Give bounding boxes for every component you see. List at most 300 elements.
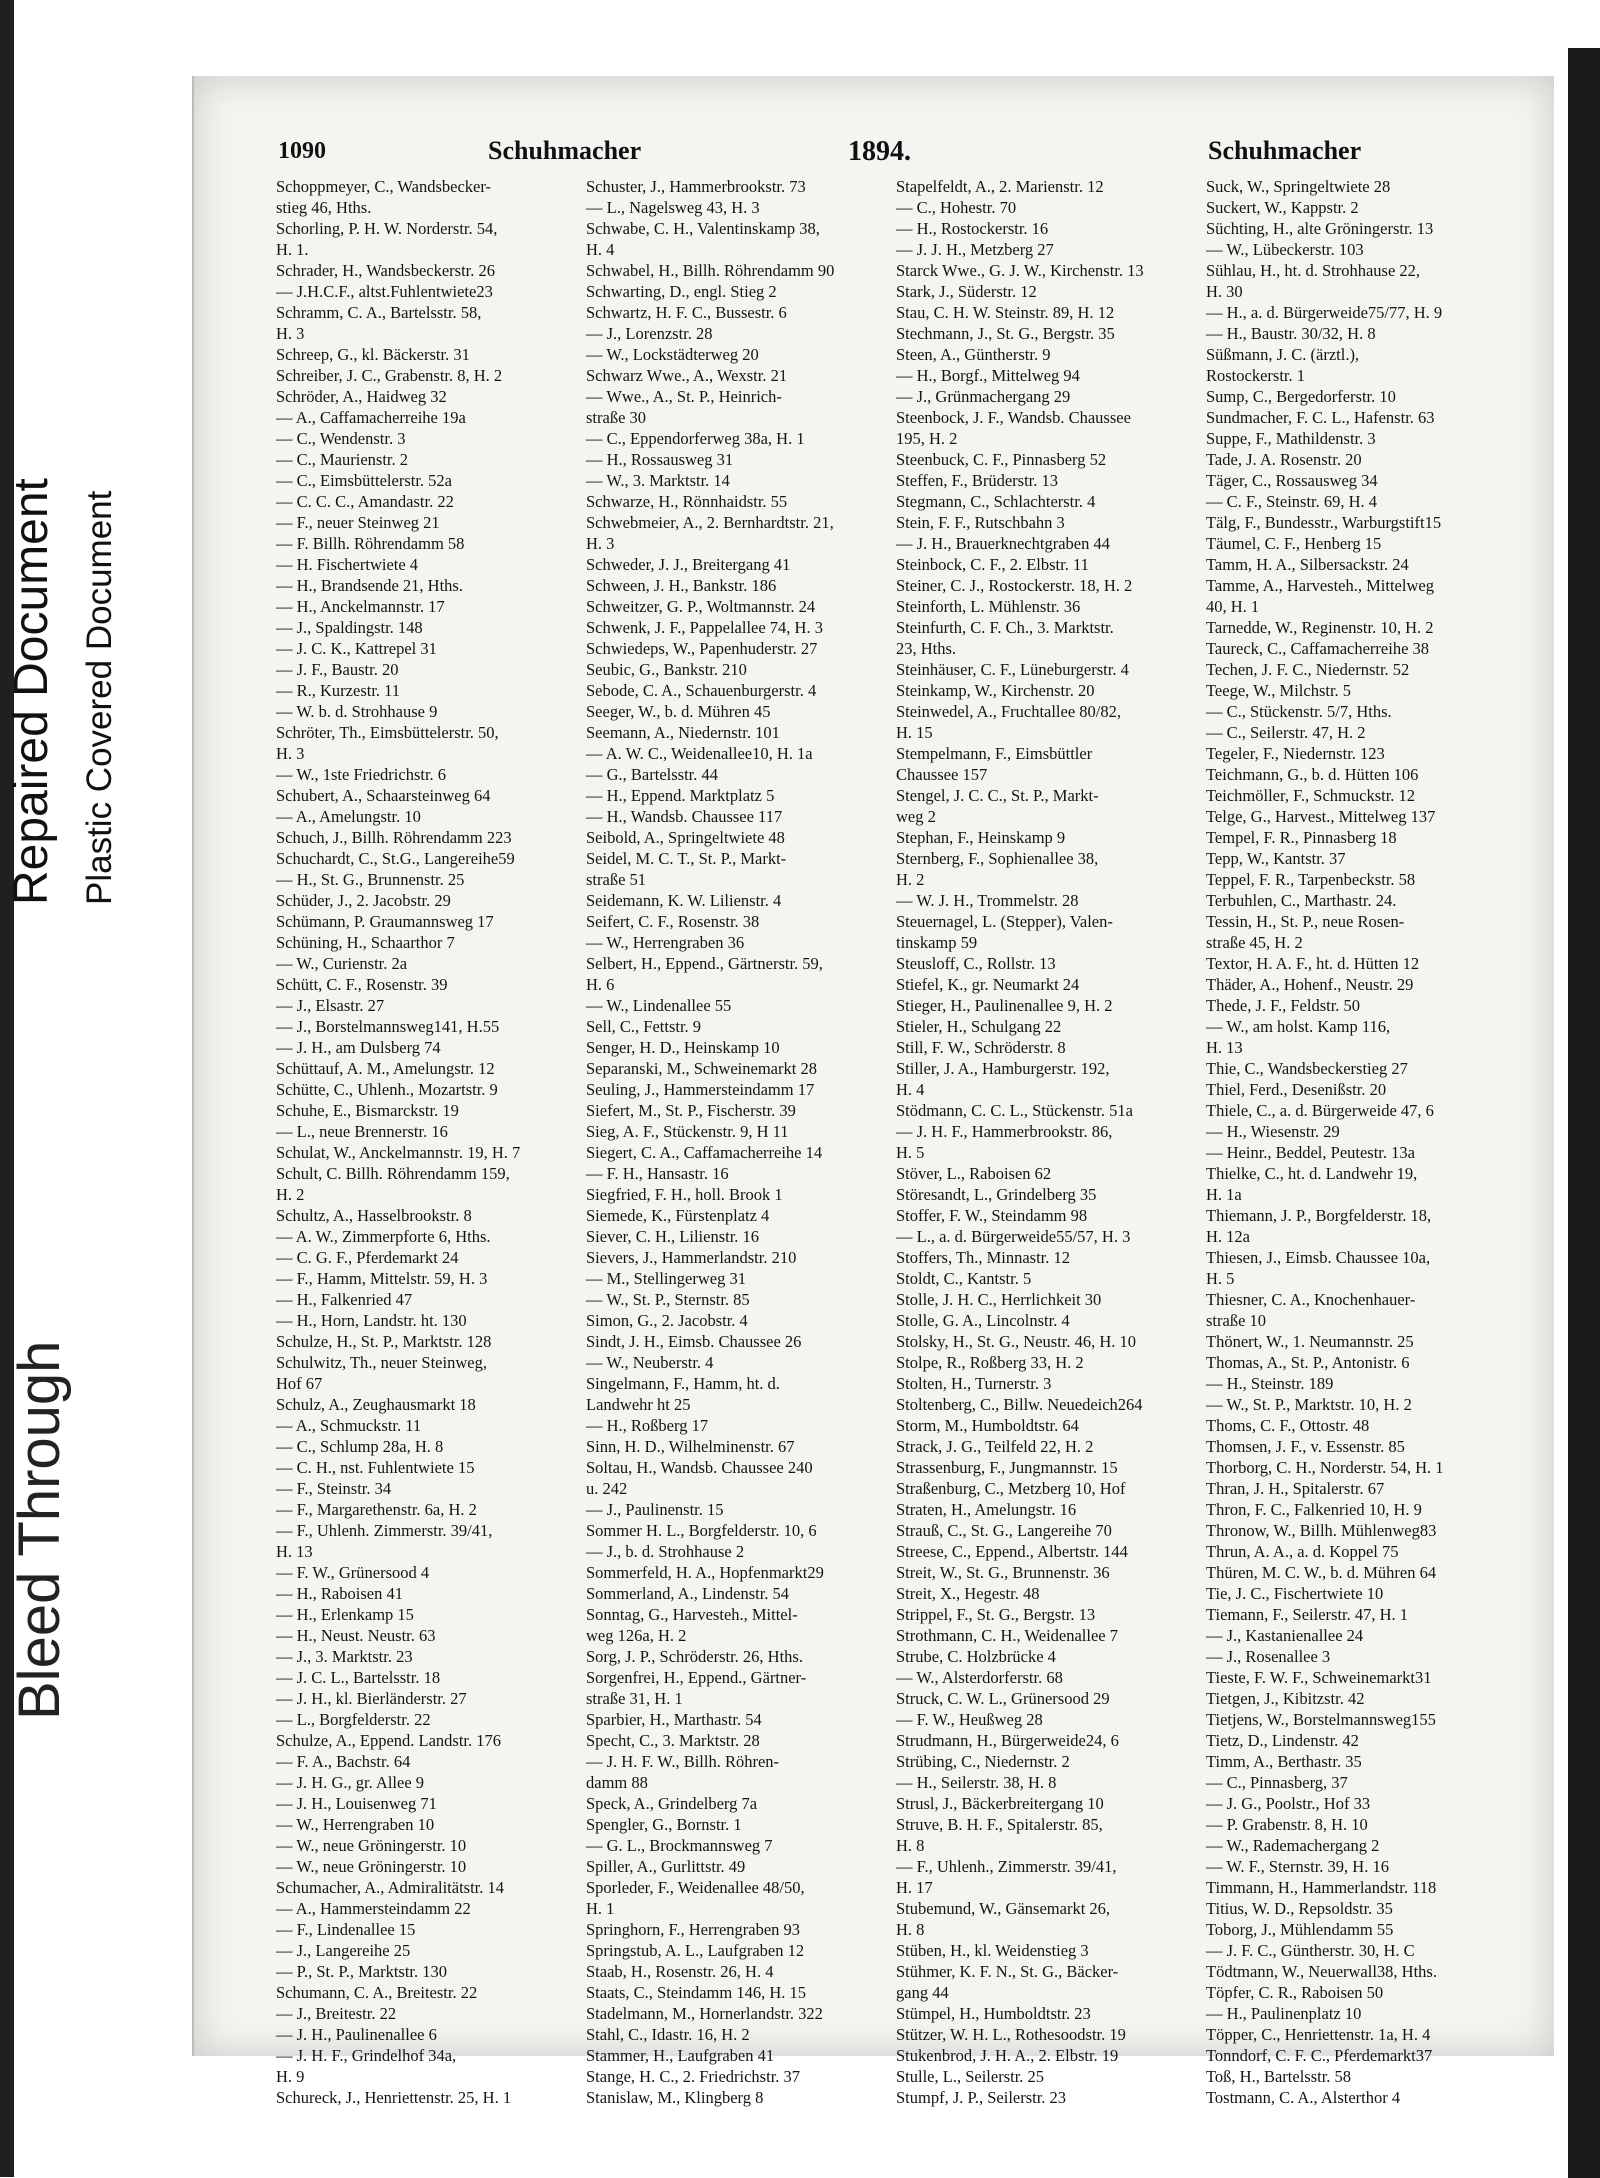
directory-entry: Töpfer, C. R., Raboisen 50 bbox=[1206, 1983, 1384, 2002]
directory-entry: — W., St. P., Marktstr. 10, H. 2 bbox=[1206, 1395, 1412, 1414]
directory-entry: Steenbock, J. F., Wandsb. Chaussee bbox=[896, 408, 1131, 427]
directory-entry: Strudmann, H., Bürgerweide24, 6 bbox=[896, 1731, 1119, 1750]
directory-entry: Schulat, W., Anckelmannstr. 19, H. 7 bbox=[276, 1143, 521, 1162]
directory-entry: Sparbier, H., Marthastr. 54 bbox=[586, 1710, 762, 1729]
directory-entry: — H. Fischertwiete 4 bbox=[276, 555, 419, 574]
directory-entry: 23, Hths. bbox=[896, 639, 957, 658]
directory-entry: H. 3 bbox=[586, 534, 615, 553]
directory-entry: Teichmöller, F., Schmuckstr. 12 bbox=[1206, 786, 1416, 805]
directory-entry: — F., neuer Steinweg 21 bbox=[276, 513, 440, 532]
directory-entry: Störesandt, L., Grindelberg 35 bbox=[896, 1185, 1097, 1204]
directory-entry: Tamm, H. A., Silbersackstr. 24 bbox=[1206, 555, 1409, 574]
directory-entry: Tietgen, J., Kibitzstr. 42 bbox=[1206, 1689, 1365, 1708]
directory-entry: — F. H., Hansastr. 16 bbox=[586, 1164, 729, 1183]
directory-entry: — H., Seilerstr. 38, H. 8 bbox=[896, 1773, 1057, 1792]
directory-entry: Schulze, A., Eppend. Landstr. 176 bbox=[276, 1731, 502, 1750]
directory-entry: Tegeler, F., Niedernstr. 123 bbox=[1206, 744, 1385, 763]
directory-entry: — H., Wiesenstr. 29 bbox=[1206, 1122, 1340, 1141]
directory-entry: Taureck, C., Caffamacherreihe 38 bbox=[1206, 639, 1430, 658]
directory-entry: Thronow, W., Billh. Mühlenweg83 bbox=[1206, 1521, 1437, 1540]
directory-entry: Steffen, F., Brüderstr. 13 bbox=[896, 471, 1058, 490]
directory-entry: — W., 1ste Friedrichstr. 6 bbox=[276, 765, 447, 784]
directory-entry: H. 8 bbox=[896, 1836, 925, 1855]
directory-entry: Springhorn, F., Herrengraben 93 bbox=[586, 1920, 801, 1939]
directory-entry: Stoldt, C., Kantstr. 5 bbox=[896, 1269, 1032, 1288]
directory-entry: Techen, J. F. C., Niedernstr. 52 bbox=[1206, 660, 1410, 679]
directory-entry: Staab, H., Rosenstr. 26, H. 4 bbox=[586, 1962, 774, 1981]
directory-entry: Schulz, A., Zeughausmarkt 18 bbox=[276, 1395, 476, 1414]
directory-entry: Specht, C., 3. Marktstr. 28 bbox=[586, 1731, 760, 1750]
directory-entry: Schweitzer, G. P., Woltmannstr. 24 bbox=[586, 597, 816, 616]
directory-entry: Schrader, H., Wandsbeckerstr. 26 bbox=[276, 261, 496, 280]
directory-entry: Struve, B. H. F., Spitalerstr. 85, bbox=[896, 1815, 1103, 1834]
directory-entry: Spiller, A., Gurlittstr. 49 bbox=[586, 1857, 746, 1876]
running-head-left: Schuhmacher bbox=[488, 136, 642, 165]
directory-entry: Sinn, H. D., Wilhelminenstr. 67 bbox=[586, 1437, 795, 1456]
directory-entry: — C. H., nst. Fuhlentwiete 15 bbox=[276, 1458, 475, 1477]
directory-entry: H. 13 bbox=[1206, 1038, 1243, 1057]
side-label-strip bbox=[0, 0, 150, 2177]
directory-entry: — J. F. C., Güntherstr. 30, H. C bbox=[1206, 1941, 1415, 1960]
directory-entry: Schwenk, J. F., Pappelallee 74, H. 3 bbox=[586, 618, 823, 637]
directory-entry: Staats, C., Steindamm 146, H. 15 bbox=[586, 1983, 806, 2002]
directory-entry: Stüben, H., kl. Weidenstieg 3 bbox=[896, 1941, 1089, 1960]
directory-entry: — C., Stückenstr. 5/7, Hths. bbox=[1206, 702, 1392, 721]
directory-entry: Schuhe, E., Bismarckstr. 19 bbox=[276, 1101, 459, 1120]
directory-entry: H. 13 bbox=[276, 1542, 313, 1561]
directory-entry: — G. L., Brockmannsweg 7 bbox=[586, 1836, 773, 1855]
directory-entry: Stümpel, H., Humboldtstr. 23 bbox=[896, 2004, 1091, 2023]
directory-entry: — W., Lockstädterweg 20 bbox=[586, 345, 759, 364]
directory-entry: Tonndorf, C. F. C., Pferdemarkt37 bbox=[1206, 2046, 1433, 2065]
directory-entry: Schreiber, J. C., Grabenstr. 8, H. 2 bbox=[276, 366, 503, 385]
plastic-covered-label: Plastic Covered Document bbox=[80, 490, 119, 905]
directory-entry: Schult, C. Billh. Röhrendamm 159, bbox=[276, 1164, 510, 1183]
directory-entry: Thomsen, J. F., v. Essenstr. 85 bbox=[1206, 1437, 1405, 1456]
directory-entry: H. 15 bbox=[896, 723, 933, 742]
directory-entry: — W. J. H., Trommelstr. 28 bbox=[896, 891, 1079, 910]
directory-entry: Selbert, H., Eppend., Gärtnerstr. 59, bbox=[586, 954, 823, 973]
directory-entry: — L., a. d. Bürgerweide55/57, H. 3 bbox=[896, 1227, 1131, 1246]
directory-entry: Suck, W., Springeltwiete 28 bbox=[1206, 177, 1391, 196]
directory-entry: Stahl, C., Idastr. 16, H. 2 bbox=[586, 2025, 750, 2044]
directory-entry: Schuster, J., Hammerbrookstr. 73 bbox=[586, 177, 806, 196]
directory-entry: — A., Caffamacherreihe 19a bbox=[276, 408, 466, 427]
directory-entry: Thede, J. F., Feldstr. 50 bbox=[1206, 996, 1361, 1015]
directory-entry: — W. F., Sternstr. 39, H. 16 bbox=[1206, 1857, 1389, 1876]
directory-entry: Timmann, H., Hammerlandstr. 118 bbox=[1206, 1878, 1437, 1897]
directory-entry: — J. H., kl. Bierländerstr. 27 bbox=[276, 1689, 467, 1708]
directory-entry: Seuling, J., Hammersteindamm 17 bbox=[586, 1080, 815, 1099]
directory-entry: Senger, H. D., Heinskamp 10 bbox=[586, 1038, 780, 1057]
directory-entry: — J. G., Poolstr., Hof 33 bbox=[1206, 1794, 1371, 1813]
directory-entry: Storm, M., Humboldtstr. 64 bbox=[896, 1416, 1079, 1435]
directory-entry: Still, F. W., Schröderstr. 8 bbox=[896, 1038, 1066, 1057]
directory-entry: Teichmann, G., b. d. Hütten 106 bbox=[1206, 765, 1419, 784]
directory-entry: Streit, W., St. G., Brunnenstr. 36 bbox=[896, 1563, 1110, 1582]
directory-entry: — W., Alsterdorferstr. 68 bbox=[896, 1668, 1063, 1687]
directory-entry: Seidemann, K. W. Lilienstr. 4 bbox=[586, 891, 782, 910]
directory-entry: — H., Eppend. Marktplatz 5 bbox=[586, 786, 775, 805]
directory-entry: Sommer H. L., Borgfelderstr. 10, 6 bbox=[586, 1521, 817, 1540]
directory-entry: H. 8 bbox=[896, 1920, 925, 1939]
directory-entry: Stolsky, H., St. G., Neustr. 46, H. 10 bbox=[896, 1332, 1137, 1351]
directory-entry: — W., 3. Marktstr. 14 bbox=[586, 471, 730, 490]
directory-entry: — W., Herrengraben 10 bbox=[276, 1815, 435, 1834]
directory-entry: Sindt, J. H., Eimsb. Chaussee 26 bbox=[586, 1332, 802, 1351]
directory-entry: Sundmacher, F. C. L., Hafenstr. 63 bbox=[1206, 408, 1435, 427]
directory-entry: — J., Elsastr. 27 bbox=[276, 996, 385, 1015]
directory-entry: 40, H. 1 bbox=[1206, 597, 1260, 616]
directory-entry: — C., Seilerstr. 47, H. 2 bbox=[1206, 723, 1366, 742]
directory-entry: — F. W., Heußweg 28 bbox=[896, 1710, 1043, 1729]
directory-entry: Schoppmeyer, C., Wandsbecker- bbox=[276, 177, 492, 196]
directory-entry: — C. F., Steinstr. 69, H. 4 bbox=[1206, 492, 1378, 511]
directory-entry: Schwabe, C. H., Valentinskamp 38, bbox=[586, 219, 820, 238]
repaired-document-label: Repaired Document bbox=[5, 478, 58, 905]
directory-entry: — F. W., Grünersood 4 bbox=[276, 1563, 430, 1582]
directory-entry: H. 3 bbox=[276, 744, 305, 763]
directory-entry: Sievers, J., Hammerlandstr. 210 bbox=[586, 1248, 797, 1267]
directory-entry: Strusl, J., Bäckerbreitergang 10 bbox=[896, 1794, 1104, 1813]
directory-entry: tinskamp 59 bbox=[896, 933, 978, 952]
directory-entry: Schween, J. H., Bankstr. 186 bbox=[586, 576, 777, 595]
directory-entry: Schubert, A., Schaarsteinweg 64 bbox=[276, 786, 491, 805]
directory-entry: — W. b. d. Strohhause 9 bbox=[276, 702, 438, 721]
directory-entry: Sporleder, F., Weidenallee 48/50, bbox=[586, 1878, 805, 1897]
directory-entry: — J., 3. Marktstr. 23 bbox=[276, 1647, 413, 1666]
directory-entry: Stein, F. F., Rutschbahn 3 bbox=[896, 513, 1065, 532]
directory-entry: Seidel, M. C. T., St. P., Markt- bbox=[586, 849, 787, 868]
directory-entry: Tarnedde, W., Reginenstr. 10, H. 2 bbox=[1206, 618, 1434, 637]
directory-entry: — W., Lübeckerstr. 103 bbox=[1206, 240, 1364, 259]
directory-entry: Tessin, H., St. P., neue Rosen- bbox=[1206, 912, 1405, 931]
directory-entry: Stempelmann, F., Eimsbüttler bbox=[896, 744, 1093, 763]
directory-entry: H. 30 bbox=[1206, 282, 1243, 301]
directory-entry: Thiesen, J., Eimsb. Chaussee 10a, bbox=[1206, 1248, 1431, 1267]
directory-entry: Stiller, J. A., Hamburgerstr. 192, bbox=[896, 1059, 1110, 1078]
directory-entry: Stieler, H., Schulgang 22 bbox=[896, 1017, 1062, 1036]
directory-entry: Suppe, F., Mathildenstr. 3 bbox=[1206, 429, 1376, 448]
directory-entry: Schwarz Wwe., A., Wexstr. 21 bbox=[586, 366, 788, 385]
directory-entry: Thomas, A., St. P., Antonistr. 6 bbox=[1206, 1353, 1410, 1372]
right-scan-edge bbox=[1568, 48, 1600, 2178]
directory-entry: — C., Schlump 28a, H. 8 bbox=[276, 1437, 444, 1456]
directory-entry: Stegmann, C., Schlachterstr. 4 bbox=[896, 492, 1096, 511]
directory-entry: Seibold, A., Springeltwiete 48 bbox=[586, 828, 785, 847]
directory-entry: Tälg, F., Bundesstr., Warburgstift15 bbox=[1206, 513, 1442, 532]
directory-entry: Schwabel, H., Billh. Röhrendamm 90 bbox=[586, 261, 835, 280]
directory-entry: H. 4 bbox=[896, 1080, 925, 1099]
directory-entry: — J., Kastanienallee 24 bbox=[1206, 1626, 1364, 1645]
directory-entry: Steusloff, C., Rollstr. 13 bbox=[896, 954, 1056, 973]
directory-entry: Schumacher, A., Admiralitätstr. 14 bbox=[276, 1878, 505, 1897]
directory-entry: Stark, J., Süderstr. 12 bbox=[896, 282, 1037, 301]
directory-entry: — L., Nagelsweg 43, H. 3 bbox=[586, 198, 760, 217]
directory-entry: — C. G. F., Pferdemarkt 24 bbox=[276, 1248, 459, 1267]
directory-entry: — H., Wandsb. Chaussee 117 bbox=[586, 807, 783, 826]
directory-entry: weg 126a, H. 2 bbox=[586, 1626, 687, 1645]
directory-entry: Stolten, H., Turnerstr. 3 bbox=[896, 1374, 1052, 1393]
directory-entry: Seifert, C. F., Rosenstr. 38 bbox=[586, 912, 760, 931]
directory-entry: Sonntag, G., Harvesteh., Mittel- bbox=[586, 1605, 798, 1624]
directory-entry: Stolle, J. H. C., Herrlichkeit 30 bbox=[896, 1290, 1102, 1309]
directory-entry: — H., Anckelmannstr. 17 bbox=[276, 597, 445, 616]
directory-entry: — F., Hamm, Mittelstr. 59, H. 3 bbox=[276, 1269, 488, 1288]
directory-entry: — P., St. P., Marktstr. 130 bbox=[276, 1962, 447, 1981]
directory-entry: Toborg, J., Mühlendamm 55 bbox=[1206, 1920, 1394, 1939]
directory-entry: Siemede, K., Fürstenplatz 4 bbox=[586, 1206, 770, 1225]
column-2 bbox=[586, 176, 876, 2107]
directory-entry: Speck, A., Grindelberg 7a bbox=[586, 1794, 758, 1813]
directory-entry: Stoffer, F. W., Steindamm 98 bbox=[896, 1206, 1088, 1225]
directory-entry: Seemann, A., Niedernstr. 101 bbox=[586, 723, 780, 742]
directory-entry: — H., Steinstr. 189 bbox=[1206, 1374, 1334, 1393]
directory-entry: Stechmann, J., St. G., Bergstr. 35 bbox=[896, 324, 1115, 343]
directory-entry: Schorling, P. H. W. Norderstr. 54, bbox=[276, 219, 498, 238]
directory-entry: Schultz, A., Hasselbrookstr. 8 bbox=[276, 1206, 472, 1225]
bleed-through-label: Bleed Through bbox=[7, 1340, 72, 1720]
directory-entry: Sommerfeld, H. A., Hopfenmarkt29 bbox=[586, 1563, 824, 1582]
directory-entry: — H., a. d. Bürgerweide75/77, H. 9 bbox=[1206, 303, 1443, 322]
directory-entry: damm 88 bbox=[586, 1773, 648, 1792]
directory-entry: — J., Lorenzstr. 28 bbox=[586, 324, 713, 343]
directory-entry: Struck, C. W. L., Grünersood 29 bbox=[896, 1689, 1110, 1708]
directory-entry: — F., Uhlenh. Zimmerstr. 39/41, bbox=[276, 1521, 493, 1540]
directory-entry: Sternberg, F., Sophienallee 38, bbox=[896, 849, 1099, 868]
directory-entry: — H., Roßberg 17 bbox=[586, 1416, 709, 1435]
directory-entry: Seubic, G., Bankstr. 210 bbox=[586, 660, 747, 679]
directory-entry: H. 17 bbox=[896, 1878, 933, 1897]
directory-entry: — L., neue Brennerstr. 16 bbox=[276, 1122, 448, 1141]
directory-entry: — J., Borstelmannsweg141, H.55 bbox=[276, 1017, 500, 1036]
directory-entry: Straten, H., Amelungstr. 16 bbox=[896, 1500, 1077, 1519]
directory-entry: — C., Maurienstr. 2 bbox=[276, 450, 408, 469]
directory-entry: Stadelmann, M., Hornerlandstr. 322 bbox=[586, 2004, 823, 2023]
directory-entry: Schreep, G., kl. Bäckerstr. 31 bbox=[276, 345, 470, 364]
directory-entry: Spengler, G., Bornstr. 1 bbox=[586, 1815, 742, 1834]
directory-entry: — J. F., Baustr. 20 bbox=[276, 660, 399, 679]
directory-entry: Stöver, L., Raboisen 62 bbox=[896, 1164, 1052, 1183]
directory-entry: Thönert, W., 1. Neumannstr. 25 bbox=[1206, 1332, 1414, 1351]
directory-entry: Stieger, H., Paulinenallee 9, H. 2 bbox=[896, 996, 1113, 1015]
directory-entry: straße 31, H. 1 bbox=[586, 1689, 683, 1708]
directory-entry: Stiefel, K., gr. Neumarkt 24 bbox=[896, 975, 1080, 994]
directory-entry: — W., Neuberstr. 4 bbox=[586, 1353, 714, 1372]
directory-entry: straße 10 bbox=[1206, 1311, 1267, 1330]
directory-entry: Teppel, F. R., Tarpenbeckstr. 58 bbox=[1206, 870, 1416, 889]
directory-entry: Stoltenberg, C., Billw. Neuedeich264 bbox=[896, 1395, 1143, 1414]
directory-entry: Streit, X., Hegestr. 48 bbox=[896, 1584, 1040, 1603]
directory-entry: Stolpe, R., Roßberg 33, H. 2 bbox=[896, 1353, 1084, 1372]
directory-entry: Sell, C., Fettstr. 9 bbox=[586, 1017, 702, 1036]
directory-entry: Siegert, C. A., Caffamacherreihe 14 bbox=[586, 1143, 823, 1162]
directory-entry: Sebode, C. A., Schauenburgerstr. 4 bbox=[586, 681, 817, 700]
directory-entry: — F. Billh. Röhrendamm 58 bbox=[276, 534, 465, 553]
directory-entry: — H., Rostockerstr. 16 bbox=[896, 219, 1049, 238]
directory-entry: — J., b. d. Strohhause 2 bbox=[586, 1542, 745, 1561]
directory-entry: Süchting, H., alte Gröningerstr. 13 bbox=[1206, 219, 1434, 238]
directory-entry: Sieg, A. F., Stückenstr. 9, H 11 bbox=[586, 1122, 789, 1141]
directory-entry: Tieste, F. W. F., Schweinemarkt31 bbox=[1206, 1668, 1432, 1687]
directory-entry: — J., Paulinenstr. 15 bbox=[586, 1500, 724, 1519]
directory-entry: gang 44 bbox=[896, 1983, 949, 2002]
column-4 bbox=[1206, 176, 1496, 2107]
directory-entry: Strube, C. Holzbrücke 4 bbox=[896, 1647, 1056, 1666]
directory-entry: — W., neue Gröningerstr. 10 bbox=[276, 1836, 467, 1855]
directory-entry: H. 12a bbox=[1206, 1227, 1250, 1246]
directory-entry: Thie, C., Wandsbeckerstieg 27 bbox=[1206, 1059, 1408, 1078]
directory-entry: — H., St. G., Brunnenstr. 25 bbox=[276, 870, 465, 889]
directory-entry: — A. W., Zimmerpforte 6, Hths. bbox=[276, 1227, 491, 1246]
directory-entry: — C., Eppendorferweg 38a, H. 1 bbox=[586, 429, 805, 448]
directory-entry: Thiel, Ferd., Desenißstr. 20 bbox=[1206, 1080, 1387, 1099]
directory-entry: Chaussee 157 bbox=[896, 765, 988, 784]
directory-entry: H. 5 bbox=[1206, 1269, 1235, 1288]
directory-entry: Soltau, H., Wandsb. Chaussee 240 bbox=[586, 1458, 813, 1477]
directory-entry: — W., Curienstr. 2a bbox=[276, 954, 408, 973]
directory-entry: H. 5 bbox=[896, 1143, 925, 1162]
directory-entry: Steinwedel, A., Fruchtallee 80/82, bbox=[896, 702, 1121, 721]
directory-entry: Sorg, J. P., Schröderstr. 26, Hths. bbox=[586, 1647, 803, 1666]
directory-entry: Stammer, H., Laufgraben 41 bbox=[586, 2046, 775, 2065]
directory-entry: — J., Langereihe 25 bbox=[276, 1941, 411, 1960]
directory-entry: Schütt, C. F., Rosenstr. 39 bbox=[276, 975, 448, 994]
directory-entry: Schwebmeier, A., 2. Bernhardtstr. 21, bbox=[586, 513, 834, 532]
directory-entry: — J. C. K., Kattrepel 31 bbox=[276, 639, 437, 658]
directory-entry: H. 2 bbox=[896, 870, 925, 889]
directory-entry: — W., St. P., Sternstr. 85 bbox=[586, 1290, 750, 1309]
directory-entry: Sump, C., Bergedorferstr. 10 bbox=[1206, 387, 1396, 406]
directory-entry: — F., Lindenallee 15 bbox=[276, 1920, 416, 1939]
directory-entry: — H., Baustr. 30/32, H. 8 bbox=[1206, 324, 1376, 343]
directory-entry: Thron, F. C., Falkenried 10, H. 9 bbox=[1206, 1500, 1422, 1519]
directory-entry: Telge, G., Harvest., Mittelweg 137 bbox=[1206, 807, 1436, 826]
directory-entry: — C., Hohestr. 70 bbox=[896, 198, 1017, 217]
directory-entry: Thiele, C., a. d. Bürgerweide 47, 6 bbox=[1206, 1101, 1434, 1120]
directory-entry: — W., Lindenallee 55 bbox=[586, 996, 732, 1015]
directory-entry: Singelmann, F., Hamm, ht. d. bbox=[586, 1374, 780, 1393]
page-header bbox=[278, 136, 1488, 176]
running-head-right: Schuhmacher bbox=[1208, 136, 1362, 165]
directory-entry: — M., Stellingerweg 31 bbox=[586, 1269, 746, 1288]
directory-entry: — A., Hammersteindamm 22 bbox=[276, 1899, 471, 1918]
directory-entry: Schüning, H., Schaarthor 7 bbox=[276, 933, 455, 952]
directory-entry: Siever, C. H., Lilienstr. 16 bbox=[586, 1227, 760, 1246]
directory-entry: Schütte, C., Uhlenh., Mozartstr. 9 bbox=[276, 1080, 498, 1099]
directory-entry: Stödmann, C. C. L., Stückenstr. 51a bbox=[896, 1101, 1133, 1120]
directory-entry: — H., Borgf., Mittelweg 94 bbox=[896, 366, 1080, 385]
directory-entry: Straßenburg, C., Metzberg 10, Hof bbox=[896, 1479, 1126, 1498]
directory-entry: — Heinr., Beddel, Peutestr. 13a bbox=[1206, 1143, 1415, 1162]
directory-entry: Stolle, G. A., Lincolnstr. 4 bbox=[896, 1311, 1070, 1330]
directory-entry: — J. H., Louisenweg 71 bbox=[276, 1794, 437, 1813]
directory-entry: u. 242 bbox=[586, 1479, 628, 1498]
directory-entry: Tamme, A., Harvesteh., Mittelweg bbox=[1206, 576, 1434, 595]
directory-entry: — F., Margarethenstr. 6a, H. 2 bbox=[276, 1500, 477, 1519]
directory-entry: — R., Kurzestr. 11 bbox=[276, 681, 401, 700]
directory-entry: Schwartz, H. F. C., Bussestr. 6 bbox=[586, 303, 787, 322]
directory-entry: Tepp, W., Kantstr. 37 bbox=[1206, 849, 1346, 868]
directory-entry: — Wwe., A., St. P., Heinrich- bbox=[586, 387, 782, 406]
directory-entry: — J.H.C.F., altst.Fuhlentwiete23 bbox=[276, 282, 493, 301]
directory-entry: Tempel, F. R., Pinnasberg 18 bbox=[1206, 828, 1397, 847]
directory-entry: Landwehr ht 25 bbox=[586, 1395, 691, 1414]
directory-entry: — W., Rademachergang 2 bbox=[1206, 1836, 1380, 1855]
directory-entry: Separanski, M., Schweinemarkt 28 bbox=[586, 1059, 817, 1078]
directory-entry: Süßmann, J. C. (ärztl.), bbox=[1206, 345, 1360, 364]
directory-entry: Stapelfeldt, A., 2. Marienstr. 12 bbox=[896, 177, 1104, 196]
directory-entry: — H., Neust. Neustr. 63 bbox=[276, 1626, 436, 1645]
directory-entry: Schramm, C. A., Bartelsstr. 58, bbox=[276, 303, 482, 322]
directory-entry: Stephan, F., Heinskamp 9 bbox=[896, 828, 1066, 847]
column-1 bbox=[276, 176, 566, 2107]
directory-entry: Steinfurth, C. F. Ch., 3. Marktstr. bbox=[896, 618, 1114, 637]
directory-entry: Stoffers, Th., Minnastr. 12 bbox=[896, 1248, 1071, 1267]
directory-entry: H. 1a bbox=[1206, 1185, 1242, 1204]
directory-entry: Täger, C., Rossausweg 34 bbox=[1206, 471, 1378, 490]
directory-entry: Tödtmann, W., Neuerwall38, Hths. bbox=[1206, 1962, 1437, 1981]
directory-entry: Schwarze, H., Rönnhaidstr. 55 bbox=[586, 492, 788, 511]
directory-entry: Suckert, W., Kappstr. 2 bbox=[1206, 198, 1359, 217]
directory-entry: Springstub, A. L., Laufgraben 12 bbox=[586, 1941, 805, 1960]
directory-entry: H. 2 bbox=[276, 1185, 305, 1204]
directory-entry: Schümann, P. Graumannsweg 17 bbox=[276, 912, 494, 931]
directory-entry: Schureck, J., Henriettenstr. 25, H. 1 bbox=[276, 2088, 512, 2107]
directory-entry: H. 4 bbox=[586, 240, 615, 259]
page-number: 1090 bbox=[278, 138, 326, 164]
directory-entry: Schröder, A., Haidweg 32 bbox=[276, 387, 447, 406]
directory-entry: — H., Paulinenplatz 10 bbox=[1206, 2004, 1362, 2023]
directory-entry: Stumpf, J. P., Seilerstr. 23 bbox=[896, 2088, 1067, 2107]
directory-entry: Schuchardt, C., St.G., Langereihe59 bbox=[276, 849, 515, 868]
directory-entry: Thüren, M. C. W., b. d. Mühren 64 bbox=[1206, 1563, 1437, 1582]
entry-list-3 bbox=[896, 176, 1186, 2108]
directory-entry: straße 45, H. 2 bbox=[1206, 933, 1303, 952]
directory-entry: Streese, C., Eppend., Albertstr. 144 bbox=[896, 1542, 1128, 1561]
directory-entry: Steinhäuser, C. F., Lüneburgerstr. 4 bbox=[896, 660, 1129, 679]
directory-entry: Schumann, C. A., Breitestr. 22 bbox=[276, 1983, 478, 2002]
directory-entry: — J. H., Paulinenallee 6 bbox=[276, 2025, 437, 2044]
directory-entry: Siefert, M., St. P., Fischerstr. 39 bbox=[586, 1101, 796, 1120]
directory-entry: Steuernagel, L. (Stepper), Valen- bbox=[896, 912, 1113, 931]
directory-entry: Strack, J. G., Teilfeld 22, H. 2 bbox=[896, 1437, 1094, 1456]
directory-entry: Strübing, C., Niedernstr. 2 bbox=[896, 1752, 1070, 1771]
directory-entry: Tie, J. C., Fischertwiete 10 bbox=[1206, 1584, 1384, 1603]
directory-entry: — H., Falkenried 47 bbox=[276, 1290, 413, 1309]
directory-entry: Rostockerstr. 1 bbox=[1206, 366, 1305, 385]
directory-entry: Strippel, F., St. G., Bergstr. 13 bbox=[896, 1605, 1096, 1624]
directory-entry: — J., Breitestr. 22 bbox=[276, 2004, 397, 2023]
directory-entry: — J., Grünmachergang 29 bbox=[896, 387, 1071, 406]
directory-entry: Schröter, Th., Eimsbüttelerstr. 50, bbox=[276, 723, 499, 742]
directory-entry: Stukenbrod, J. H. A., 2. Elbstr. 19 bbox=[896, 2046, 1119, 2065]
directory-entry: — H., Raboisen 41 bbox=[276, 1584, 403, 1603]
directory-entry: 195, H. 2 bbox=[896, 429, 958, 448]
directory-entry: Stützer, W. H. L., Rothesoodstr. 19 bbox=[896, 2025, 1126, 2044]
page-year: 1894. bbox=[848, 136, 911, 167]
directory-entry: — J., Spaldingstr. 148 bbox=[276, 618, 423, 637]
directory-entry: — H., Brandsende 21, Hths. bbox=[276, 576, 463, 595]
directory-entry: Thrun, A. A., a. d. Koppel 75 bbox=[1206, 1542, 1399, 1561]
directory-entry: Schuch, J., Billh. Röhrendamm 223 bbox=[276, 828, 512, 847]
directory-entry: — C., Pinnasberg, 37 bbox=[1206, 1773, 1348, 1792]
directory-entry: H. 9 bbox=[276, 2067, 305, 2086]
directory-entry: Stulle, L., Seilerstr. 25 bbox=[896, 2067, 1045, 2086]
directory-entry: Steinforth, L. Mühlenstr. 36 bbox=[896, 597, 1081, 616]
directory-entry: — L., Borgfelderstr. 22 bbox=[276, 1710, 431, 1729]
directory-entry: Sorgenfrei, H., Eppend., Gärtner- bbox=[586, 1668, 807, 1687]
